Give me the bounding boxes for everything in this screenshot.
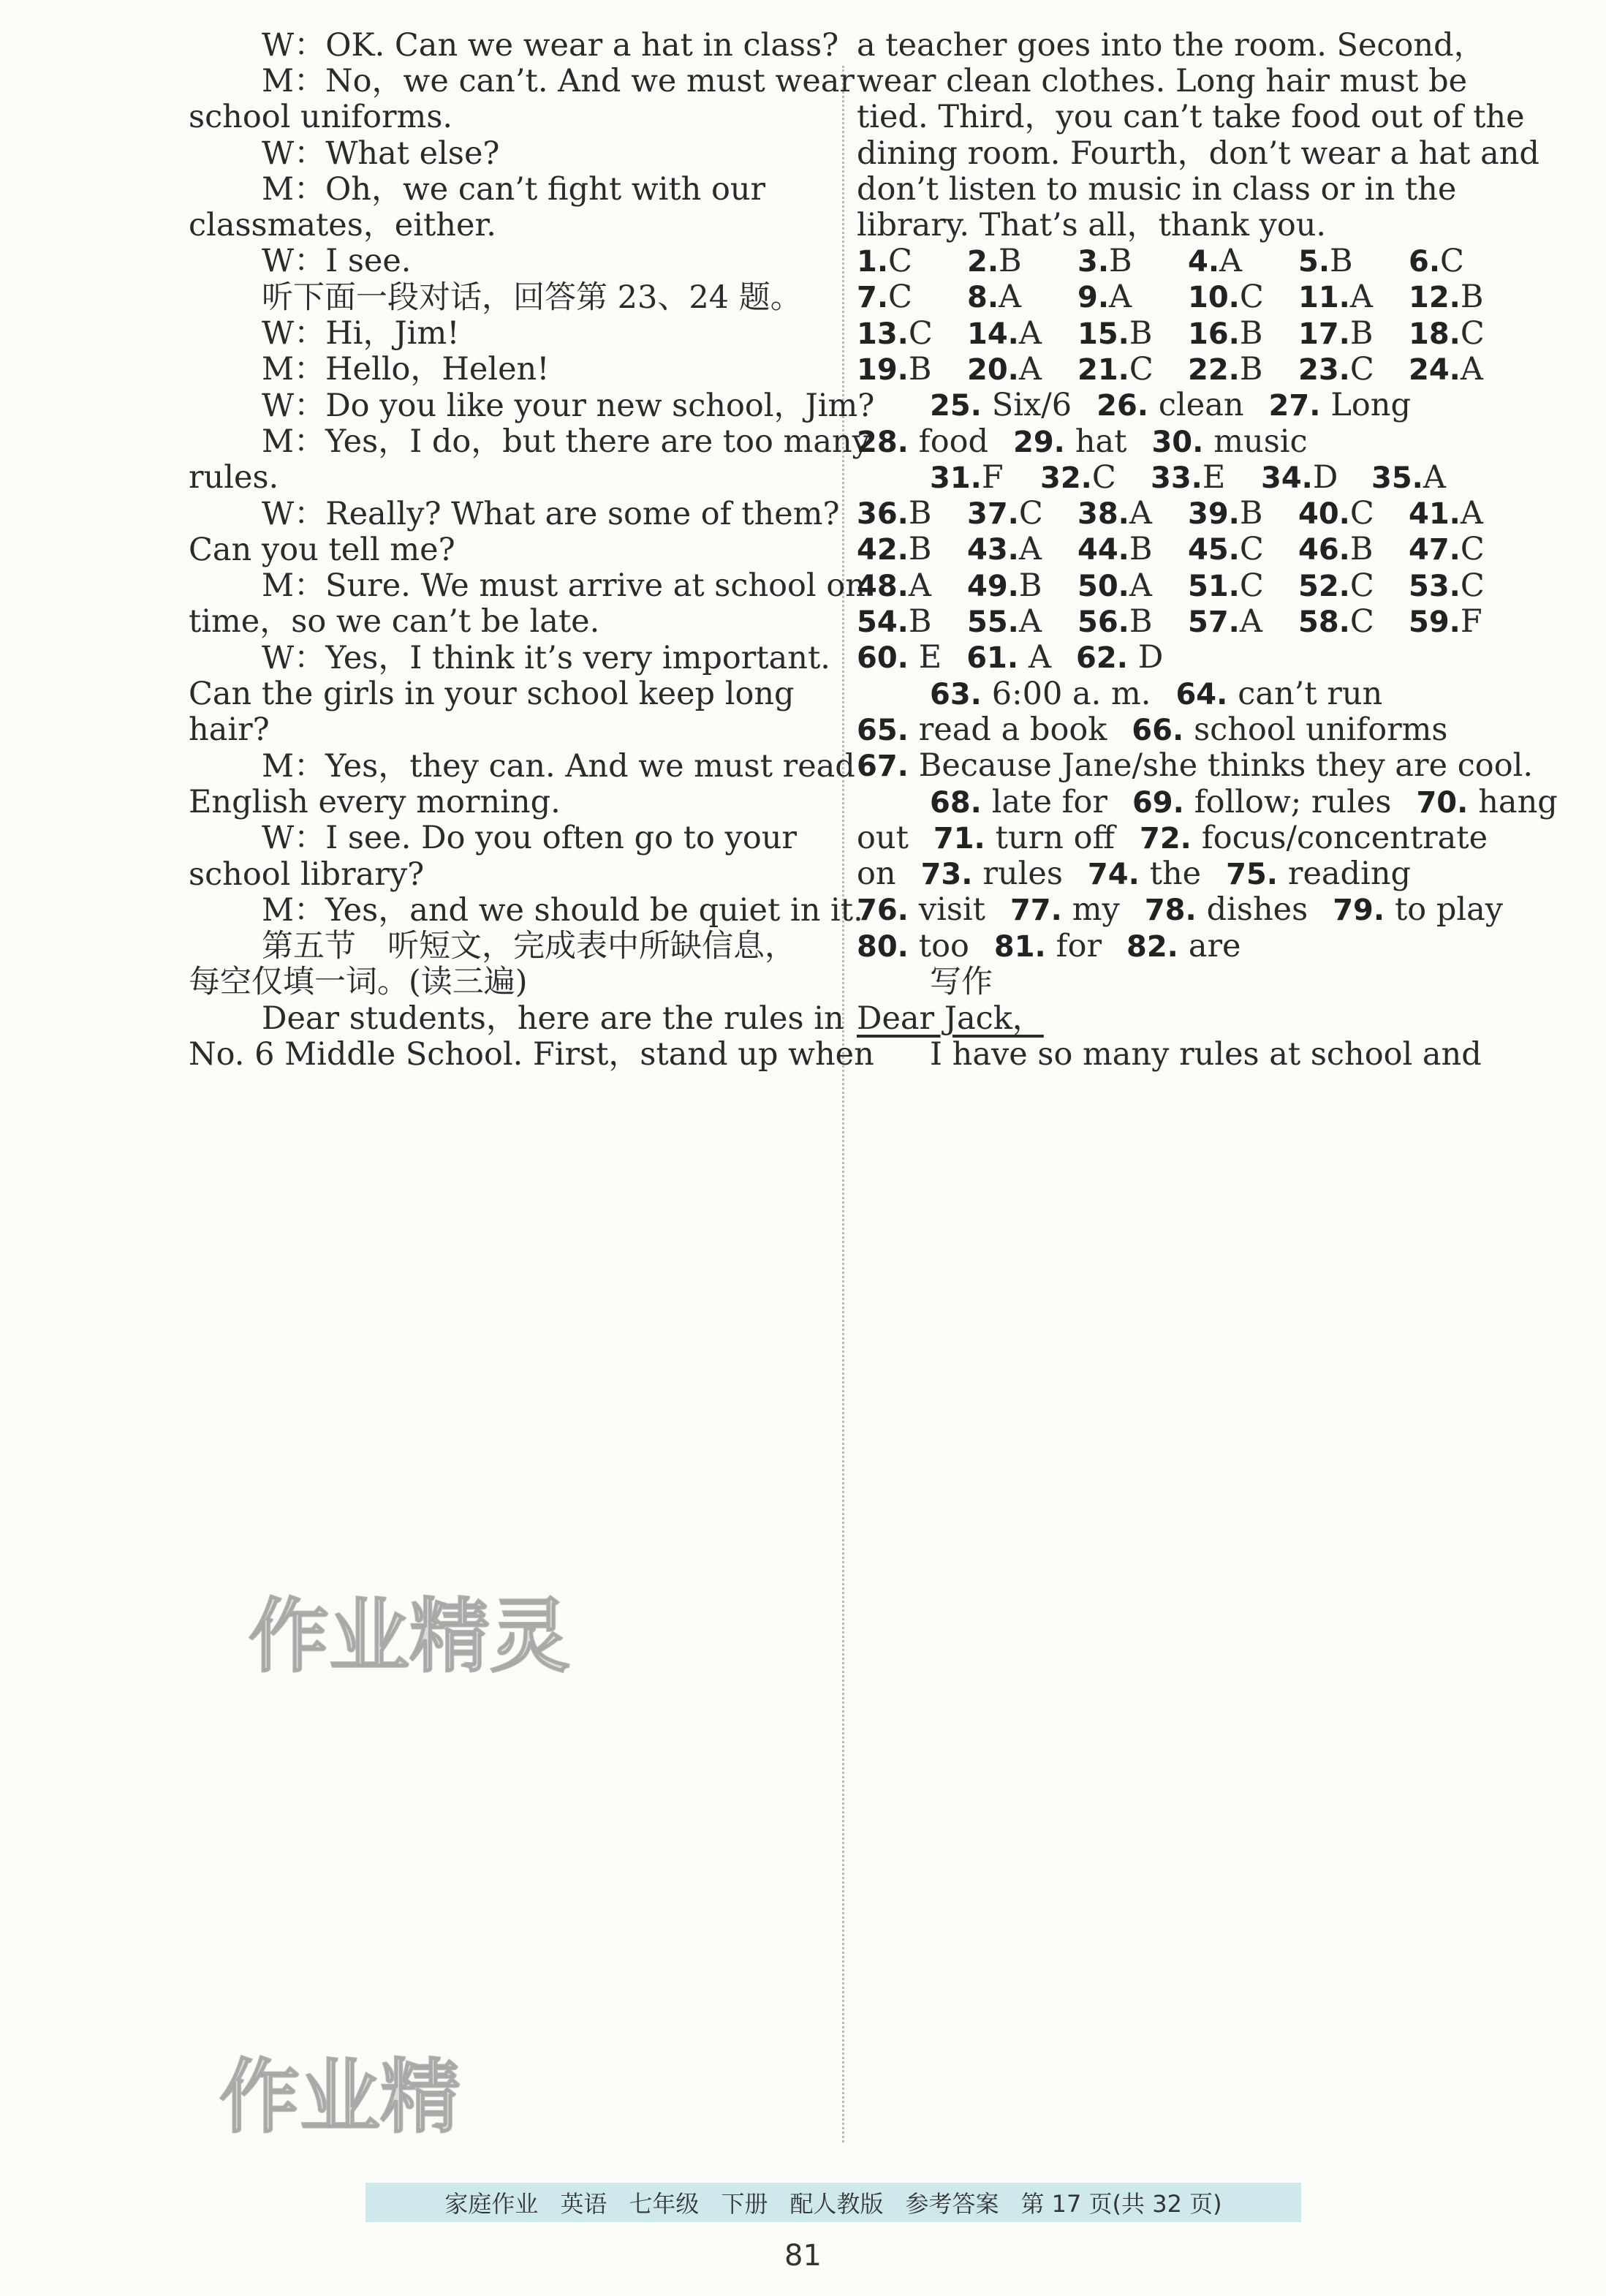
answer-item (1151, 423, 1307, 460)
question-number: 58. (1298, 605, 1350, 639)
answer-item (857, 891, 985, 928)
footer-grade: 七年级 (629, 2190, 700, 2218)
answer-text: clean (1158, 387, 1244, 424)
dialogue-line: W：I see. Do you often go to your (262, 820, 797, 856)
passage-line: Dear students，here are the rules in (262, 1000, 844, 1037)
answer-text: rules (982, 856, 1063, 893)
answer-text: B (999, 243, 1022, 279)
answer-text: hat (1075, 423, 1127, 460)
question-number: 29. (1013, 425, 1075, 459)
answer-item (1013, 423, 1126, 460)
question-number: 50. (1077, 569, 1129, 603)
question-number: 44. (1077, 533, 1129, 567)
column-divider (842, 66, 844, 2142)
answer-text: B (1239, 350, 1263, 388)
answer-text: B (1330, 243, 1353, 279)
answer-item (921, 856, 1063, 892)
answer-text: C (888, 279, 912, 316)
question-number: 68. (930, 785, 992, 820)
question-number: 48. (857, 569, 909, 603)
answer-text: E (1202, 458, 1226, 496)
answer-item (994, 928, 1102, 964)
answer-text: A (1028, 639, 1052, 676)
answer-text: C (1239, 531, 1264, 568)
answer-text: B (1109, 243, 1132, 279)
section-instruction: 听下面一段对话，回答第 23、24 题。 (262, 279, 802, 316)
answer-item (857, 747, 1533, 784)
answer-text: A (999, 279, 1022, 316)
answer-text: music (1213, 423, 1308, 460)
answer-text: turn off (995, 819, 1116, 856)
question-number: 6. (1409, 245, 1441, 279)
question-number: 2. (967, 245, 999, 279)
answer-text: A (1129, 567, 1152, 604)
answer-text: food (918, 423, 989, 460)
answer-item (1126, 928, 1241, 964)
passage-line: tied. Third，you can’t take food out of the (857, 99, 1525, 135)
dialogue-line: M：Hello，Helen! (262, 351, 550, 388)
dialogue-line: time，so we can’t be late. (189, 603, 600, 640)
question-number: 42. (857, 533, 909, 567)
answer-text: B (908, 350, 932, 388)
question-number: 38. (1077, 497, 1129, 532)
footer-volume: 下册 (721, 2190, 768, 2218)
answer-item (1096, 387, 1243, 423)
answer-text: late for (991, 783, 1107, 820)
answer-item (1188, 600, 1262, 644)
dialogue-line: M：Oh，we can’t fight with our (262, 171, 766, 208)
answer-text: B (908, 531, 932, 568)
answer-text: C (1440, 243, 1464, 279)
answer-text: Long (1330, 387, 1411, 424)
answer-item (857, 711, 1107, 748)
answer-text: are (1188, 927, 1241, 964)
answer-text: B (1129, 603, 1153, 640)
question-number: 47. (1409, 533, 1461, 567)
question-number: 45. (1188, 533, 1240, 567)
answer-text: A (1018, 603, 1042, 640)
answer-item (1226, 856, 1411, 892)
question-number: 14. (967, 317, 1019, 351)
answer-text: focus/concentrate (1201, 819, 1488, 856)
answer-text: visit (918, 891, 985, 929)
answer-item (1333, 891, 1503, 928)
question-number: 27. (1268, 389, 1331, 423)
dialogue-line: W：Really? What are some of them? (262, 496, 840, 532)
answer-item (1416, 784, 1557, 820)
answer-text: C (1239, 279, 1264, 316)
answer-text: A (1219, 243, 1243, 279)
question-number: 61. (966, 641, 1029, 676)
answer-text: can’t run (1238, 675, 1383, 712)
answer-text: A (908, 567, 931, 604)
question-number: 13. (857, 317, 909, 351)
watermark-logo: 作业精灵 (249, 1590, 570, 1683)
question-number: 33. (1151, 461, 1202, 495)
question-number: 78. (1144, 894, 1207, 928)
question-number: 72. (1140, 821, 1202, 856)
answer-text: on (857, 856, 896, 893)
answer-text: C (1018, 495, 1043, 532)
question-number: 66. (1132, 713, 1194, 747)
question-number: 26. (1096, 389, 1159, 423)
question-number: 59. (1409, 605, 1461, 639)
question-number: 54. (857, 605, 909, 639)
answer-text: B (1239, 314, 1263, 352)
answer-item (930, 387, 1072, 423)
dialogue-line: W：What else? (262, 135, 500, 172)
dialogue-line: W：Do you like your new school，Jim? (262, 388, 875, 424)
question-number: 70. (1416, 785, 1479, 820)
answer-text: school uniforms (1194, 711, 1448, 748)
question-number: 74. (1087, 858, 1150, 892)
question-number: 55. (967, 605, 1019, 639)
question-number: 63. (930, 677, 992, 711)
answer-text: D (1312, 458, 1338, 496)
question-number: 25. (930, 389, 992, 423)
footer-edition: 配人教版 (789, 2190, 884, 2218)
answer-text: A (1460, 495, 1483, 532)
answer-item (1088, 856, 1201, 892)
answer-text: A (1239, 603, 1262, 640)
answer-text: C (1349, 350, 1374, 388)
answer-text: B (1129, 531, 1153, 568)
answer-item (857, 347, 931, 392)
letter-greeting-text: Dear Jack， (857, 1000, 1044, 1037)
answer-text: Because Jane/she thinks they are cool. (918, 747, 1533, 785)
dialogue-line: W：Yes，I think it’s very important. (262, 640, 830, 676)
answer-text: B (908, 495, 932, 532)
question-number: 12. (1409, 281, 1461, 315)
answer-text: F (1460, 603, 1482, 640)
footer-page-info: 第 17 页(共 32 页) (1020, 2190, 1222, 2218)
question-number: 36. (857, 497, 909, 532)
page-footer (365, 2183, 1301, 2222)
question-number: 11. (1298, 281, 1350, 315)
footer-section: 参考答案 (905, 2190, 999, 2218)
dialogue-line: English every morning. (189, 784, 561, 820)
question-number: 64. (1175, 677, 1238, 711)
answer-text: A (1018, 314, 1042, 352)
answer-item (857, 820, 909, 856)
answer-text: out (857, 819, 909, 856)
question-number: 71. (933, 821, 996, 856)
passage-line: wear clean clothes. Long hair must be (857, 63, 1468, 99)
answer-item (857, 928, 969, 964)
question-number: 15. (1077, 317, 1129, 351)
passage-line: library. That’s all，thank you. (857, 207, 1327, 243)
section-instruction: 第五节 听短文，完成表中所缺信息， (262, 928, 796, 964)
question-number: 67. (857, 749, 919, 784)
answer-text: A (1423, 458, 1446, 496)
dialogue-line: hair? (189, 711, 270, 748)
question-number: 51. (1188, 569, 1240, 603)
answer-text: for (1056, 927, 1102, 964)
answer-text: follow; rules (1194, 783, 1392, 820)
letter-line: I have so many rules at school and (930, 1036, 1482, 1073)
dialogue-line: Can you tell me? (189, 532, 455, 568)
answer-text: A (1109, 279, 1132, 316)
question-number: 65. (857, 713, 919, 747)
question-number: 60. (857, 641, 919, 676)
answer-text: D (1137, 639, 1164, 676)
answer-text: reading (1287, 856, 1412, 893)
page-number: 81 (784, 2239, 822, 2273)
answer-item (1175, 676, 1382, 712)
answer-item (933, 820, 1115, 856)
question-number: 46. (1298, 533, 1350, 567)
answer-text: C (1349, 495, 1374, 532)
question-number: 62. (1076, 641, 1138, 676)
answer-item (857, 856, 896, 892)
answer-text: C (888, 243, 912, 279)
question-number: 10. (1188, 281, 1240, 315)
answer-text: C (1239, 567, 1264, 604)
answer-text: Six/6 (991, 387, 1072, 424)
answer-text: dishes (1206, 891, 1308, 929)
passage-line: don’t listen to music in class or in the (857, 171, 1457, 208)
answer-item (1298, 600, 1374, 644)
question-number: 1. (857, 245, 889, 279)
answer-text: A (1018, 531, 1042, 568)
answer-text: C (1460, 531, 1485, 568)
answer-text: B (1129, 314, 1153, 352)
answer-text: B (908, 603, 932, 640)
question-number: 32. (1040, 461, 1092, 495)
watermark-logo: 作业精 (219, 2050, 461, 2144)
dialogue-line: Can the girls in your school keep long (189, 676, 795, 712)
answer-text: B (1239, 495, 1263, 532)
passage-line: dining room. Fourth，don’t wear a hat and (857, 135, 1539, 172)
answer-item (1409, 600, 1482, 644)
question-number: 52. (1298, 569, 1350, 603)
dialogue-line: school uniforms. (189, 99, 453, 135)
answer-item (966, 639, 1051, 676)
answer-text: to play (1394, 891, 1504, 929)
question-number: 73. (920, 858, 983, 892)
question-number: 82. (1126, 929, 1189, 964)
dialogue-line: rules. (189, 459, 279, 496)
dialogue-line: M：No，we can’t. And we must wear (262, 63, 855, 99)
answer-text: C (1349, 567, 1374, 604)
question-number: 40. (1298, 497, 1350, 532)
question-number: 5. (1298, 245, 1330, 279)
footer-subject: 英语 (560, 2190, 607, 2218)
question-number: 80. (857, 929, 919, 964)
answer-item (1076, 639, 1163, 676)
answer-item (1140, 820, 1488, 856)
dialogue-line: M：Yes，they can. And we must read (262, 748, 855, 785)
question-number: 8. (967, 281, 999, 315)
question-number: 43. (967, 533, 1019, 567)
question-number: 69. (1132, 785, 1194, 820)
answer-text: B (1460, 279, 1484, 316)
footer-series: 家庭作业 (444, 2190, 539, 2218)
dialogue-line: W：I see. (262, 243, 412, 279)
question-number: 22. (1188, 352, 1240, 387)
question-number: 56. (1077, 605, 1129, 639)
answer-text: E (918, 639, 942, 676)
question-number: 77. (1010, 894, 1072, 928)
question-number: 28. (857, 425, 919, 459)
dialogue-line: M：Yes，I do，but there are too many (262, 423, 870, 460)
question-number: 30. (1151, 425, 1214, 459)
answer-text: B (1018, 567, 1042, 604)
question-number: 3. (1077, 245, 1110, 279)
question-number: 24. (1409, 352, 1461, 387)
answer-item (930, 676, 1151, 712)
question-number: 81. (993, 929, 1056, 964)
question-number: 23. (1298, 352, 1350, 387)
question-number: 21. (1077, 352, 1129, 387)
question-number: 79. (1333, 894, 1395, 928)
question-number: 20. (967, 352, 1019, 387)
answer-text: B (1349, 314, 1374, 352)
answer-text: C (1460, 314, 1485, 352)
answer-text: too (918, 927, 969, 964)
question-number: 41. (1409, 497, 1461, 532)
question-number: 37. (967, 497, 1019, 532)
question-number: 57. (1188, 605, 1240, 639)
answer-text: F (981, 458, 1004, 496)
question-number: 9. (1077, 281, 1110, 315)
answer-item (930, 784, 1107, 820)
question-number: 53. (1409, 569, 1461, 603)
answer-text: A (1018, 350, 1042, 388)
answer-text: A (1349, 279, 1373, 316)
answer-item (857, 423, 988, 460)
answer-text: B (1349, 531, 1374, 568)
dialogue-line: M：Sure. We must arrive at school on (262, 567, 866, 604)
question-number: 35. (1371, 461, 1423, 495)
passage-line: a teacher goes into the room. Second， (857, 27, 1485, 64)
dialogue-line: M：Yes，and we should be quiet in it. (262, 892, 863, 929)
answer-text: hang (1478, 783, 1558, 820)
question-number: 18. (1409, 317, 1461, 351)
answer-text: the (1149, 856, 1202, 893)
answer-text: read a book (918, 711, 1107, 748)
dialogue-line: classmates，either. (189, 207, 496, 243)
answer-item (1269, 387, 1411, 423)
question-number: 31. (930, 461, 982, 495)
question-number: 7. (857, 281, 889, 315)
answer-text: C (1349, 603, 1374, 640)
answer-item (857, 639, 942, 676)
question-number: 49. (967, 569, 1019, 603)
answer-item (1132, 711, 1447, 748)
answer-item (1010, 891, 1120, 928)
answer-item (1145, 891, 1308, 928)
answer-text: C (1460, 567, 1485, 604)
answer-text: my (1072, 891, 1120, 929)
writing-heading: 写作 (930, 964, 993, 1000)
question-number: 4. (1188, 245, 1220, 279)
question-number: 19. (857, 352, 909, 387)
question-number: 75. (1226, 858, 1288, 892)
section-instruction: 每空仅填一词。(读三遍) (189, 964, 528, 1000)
question-number: 17. (1298, 317, 1350, 351)
answer-item (1132, 784, 1391, 820)
answer-text: 6:00 a. m. (991, 675, 1151, 712)
dialogue-line: W：OK. Can we wear a hat in class? (262, 27, 839, 64)
dialogue-line: school library? (189, 856, 425, 893)
answer-text: C (1091, 458, 1116, 496)
question-number: 39. (1188, 497, 1240, 532)
dialogue-line: W：Hi，Jim! (262, 315, 460, 352)
question-number: 16. (1188, 317, 1240, 351)
question-number: 34. (1261, 461, 1313, 495)
passage-line: No. 6 Middle School. First，stand up when (189, 1036, 874, 1073)
answer-text: C (908, 314, 933, 352)
answer-text: A (1460, 350, 1483, 388)
answer-text: A (1129, 495, 1152, 532)
question-number: 76. (857, 894, 919, 928)
answer-text: C (1129, 350, 1154, 388)
